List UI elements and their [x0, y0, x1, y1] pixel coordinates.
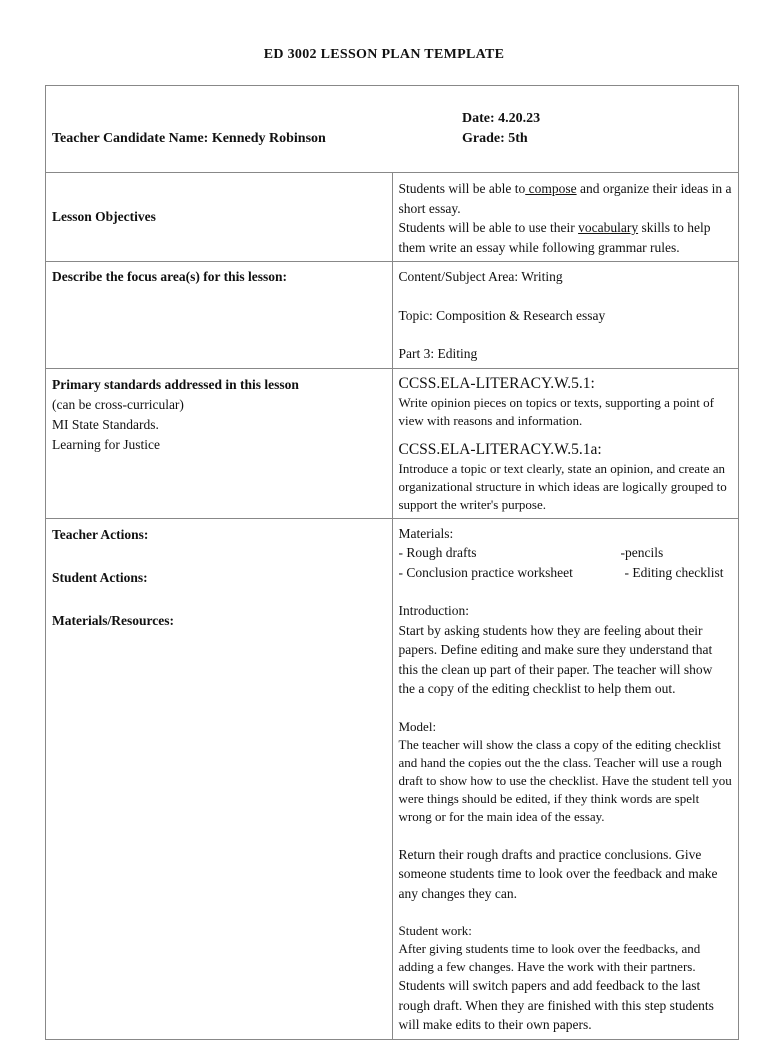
focus-subject: Content/Subject Area: Writing — [398, 269, 563, 284]
return-drafts-text: Return their rough drafts and practice conclusions. Give someone students time to look over the feedback and make any changes they can. — [398, 846, 718, 901]
student-work-heading: Student work: — [398, 923, 472, 938]
student-work-text-2: Students will switch papers and add feedback to the last rough draft. When they are finished with this step students will make edits to their own papers. — [398, 978, 714, 1032]
objectives-label-cell — [46, 173, 393, 262]
focus-label-cell — [46, 262, 393, 369]
standard-2-code: CCSS.ELA-LITERACY.W.5.1a: — [398, 440, 602, 458]
actions-label-cell — [46, 518, 393, 1039]
standards-note-cross: (can be cross-curricular) — [52, 396, 184, 412]
document-title: ED 3002 LESSON PLAN TEMPLATE — [263, 47, 505, 62]
materials-line-1: - Rough drafts -pencils — [398, 545, 664, 560]
teacher-actions-label: Teacher Actions: — [52, 526, 149, 542]
standards-note-justice: Learning for Justice — [52, 436, 160, 452]
materials-line-2: - Conclusion practice worksheet - Editing checklist — [398, 564, 724, 580]
focus-label: Describe the focus area(s) for this lesson: — [52, 269, 287, 284]
student-work-text-1: After giving students time to look over the feedbacks, and adding a few changes. Have the work with their partners. — [398, 941, 701, 974]
student-actions-label: Student Actions: — [52, 569, 148, 585]
introduction-heading: Introduction: — [398, 603, 469, 618]
standards-note-mi: MI State Standards. — [52, 416, 159, 432]
objective-2: Students will be able to use their vocabulary skills to help them write an essay while following grammar rules. — [398, 220, 711, 255]
focus-row — [46, 262, 739, 369]
standards-row — [46, 368, 739, 518]
standard-2-text: Introduce a topic or text clearly, state an opinion, and create an organizational structure in which ideas are logically grouped to support the writer's purpose. — [398, 460, 727, 512]
lesson-plan-table — [45, 85, 739, 1040]
vocabulary-underline: vocabulary — [578, 220, 639, 235]
model-text: The teacher will show the class a copy of the editing checklist and hand the copies out the the class. Teacher will use a rough draft to show how to use the checklist. Have the student tell you were things should be edited, if they think words are spelt wrong or for the main idea of the essay. — [398, 736, 732, 824]
materials-resources-label: Materials/Resources: — [52, 612, 174, 628]
objectives-label: Lesson Objectives — [52, 209, 156, 224]
focus-part: Part 3: Editing — [398, 346, 478, 361]
header-row — [46, 86, 739, 173]
lesson-date: Date: 4.20.23 — [462, 111, 541, 126]
standards-label-cell — [46, 368, 393, 518]
standards-content-cell — [392, 368, 739, 518]
standards-label: Primary standards addressed in this lesson — [52, 376, 299, 392]
compose-underline: compose — [525, 181, 577, 196]
header-cell — [46, 86, 739, 173]
objective-1: Students will be able to compose and organize their ideas in a short essay. — [398, 181, 732, 216]
actions-row — [46, 518, 739, 1039]
standard-1-text: Write opinion pieces on topics or texts, supporting a point of view with reasons and information. — [398, 394, 714, 428]
objectives-content-cell — [392, 173, 739, 262]
grade-level: Grade: 5th — [462, 131, 528, 146]
focus-content-cell — [392, 262, 739, 369]
standard-1-code: CCSS.ELA-LITERACY.W.5.1: — [398, 374, 595, 392]
objectives-row — [46, 173, 739, 262]
model-heading: Model: — [398, 718, 437, 734]
actions-content-cell — [392, 518, 739, 1039]
introduction-text: Start by asking students how they are feeling about their papers. Define editing and make sure they understand that this the clean up part of their paper. The teacher will show the a copy of the editing checklist to help them out. — [398, 622, 713, 696]
focus-topic: Topic: Composition & Research essay — [398, 307, 606, 323]
materials-heading: Materials: — [398, 525, 454, 541]
teacher-name: Teacher Candidate Name: Kennedy Robinson — [52, 131, 326, 146]
